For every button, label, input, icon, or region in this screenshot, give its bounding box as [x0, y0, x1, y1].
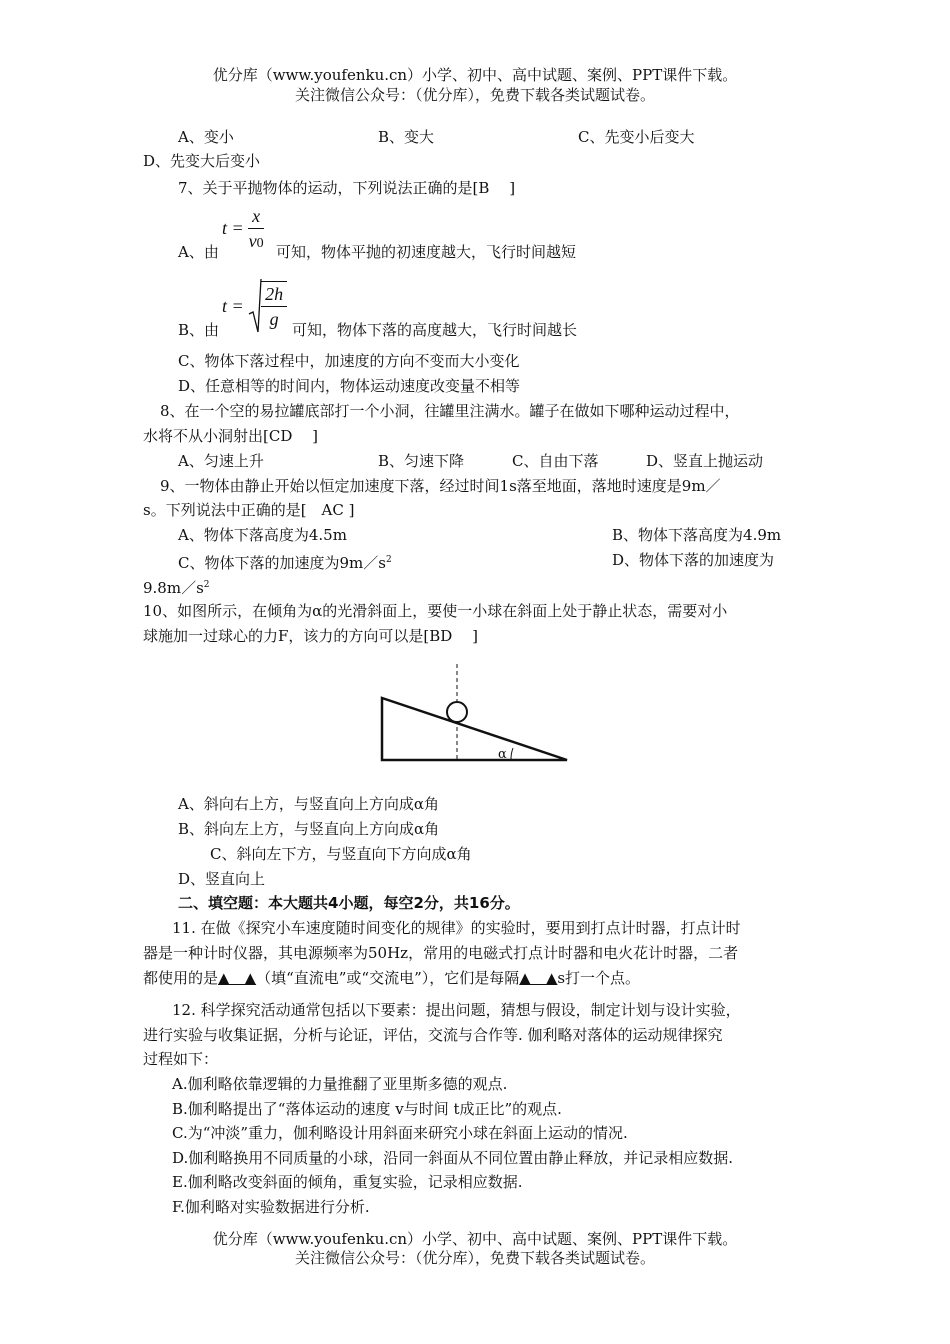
q6-option-d: D、先变大后变小	[143, 152, 261, 170]
footer-line-2: 关注微信公众号：（优分库），免费下载各类试题试卷。	[294, 1249, 655, 1267]
incline-diagram	[370, 660, 580, 770]
q8-stem-2: 水将不从小洞射出[CD ]	[143, 427, 318, 445]
q7-option-b-prefix: B、由	[178, 321, 220, 339]
q8-option-c: C、自由下落	[512, 452, 599, 470]
formula-b-fraction	[261, 281, 287, 331]
q9-option-d-cont-text: 9.8m／s	[143, 579, 204, 597]
q11-blank-1: ▲ ▲	[218, 969, 257, 987]
q7-formula-b	[222, 278, 287, 334]
q9-stem-2: s。下列说法中正确的是[ AC ]	[143, 501, 355, 519]
q11-line-3-a: 都使用的是	[143, 969, 219, 987]
formula-b-lhs: t =	[222, 296, 244, 316]
q12-item-c: C.为“冲淡”重力，伽利略设计用斜面来研究小球在斜面上运动的情况.	[172, 1124, 628, 1142]
q9-option-d-sup: 2	[203, 580, 210, 590]
incline-triangle	[382, 698, 567, 760]
angle-arc	[511, 748, 513, 760]
q12-line-2: 进行实验与收集证据，分析与论证，评估，交流与合作等. 伽利略对落体的运动规律探究	[143, 1026, 723, 1044]
q6-option-b: B、变大	[378, 128, 435, 146]
q12-item-b: B.伽利略提出了“落体运动的速度 v与时间 t成正比”的观点.	[172, 1100, 562, 1118]
footer-line-1: 优分库（www.youfenku.cn）小学、初中、高中试题、案例、PPT课件下载。	[212, 1230, 738, 1248]
section-2-title: 二、填空题：本大题共4小题，每空2分，共16分。	[178, 894, 520, 912]
formula-a-lhs: t =	[222, 218, 244, 239]
q7-formula-a	[222, 204, 264, 256]
q11-line-1: 11. 在做《探究小车速度随时间变化的规律》的实验时，要用到打点计时器，打点计时	[172, 919, 741, 937]
q8-option-a: A、匀速上升	[178, 452, 264, 470]
formula-b-numerator: 2h	[261, 282, 287, 307]
q6-option-c: C、先变小后变大	[578, 128, 695, 146]
q11-blank-2: ▲ ▲	[519, 969, 558, 987]
q11-line-3-b: （填“直流电”或“交流电”），它们是每隔	[256, 969, 520, 987]
q12-item-e: E.伽利略改变斜面的倾角，重复实验，记录相应数据.	[172, 1173, 523, 1191]
q12-line-1: 12. 科学探究活动通常包括以下要素：提出问题，猜想与假设，制定计划与设计实验，	[172, 1001, 741, 1019]
q11-line-3	[143, 968, 640, 988]
q7-option-a-prefix: A、由	[178, 243, 219, 261]
q7-option-a-text: 可知，物体平抛的初速度越大，飞行时间越短	[276, 243, 577, 261]
q9-stem-1: 9、一物体由静止开始以恒定加速度下落，经过时间1s落至地面，落地时速度是9m／	[160, 477, 721, 495]
q12-item-f: F.伽利略对实验数据进行分析.	[172, 1198, 370, 1216]
angle-label: α	[498, 747, 507, 762]
q12-item-a: A.伽利略依靠逻辑的力量推翻了亚里斯多德的观点.	[172, 1075, 508, 1093]
q10-stem-2: 球施加一过球心的力F，该力的方向可以是[BD ]	[143, 627, 478, 645]
formula-a-den-sub: 0	[256, 236, 264, 251]
header-line-1: 优分库（www.youfenku.cn）小学、初中、高中试题、案例、PPT课件下载。	[212, 66, 738, 84]
q11-line-3-c: s打一个点。	[557, 969, 641, 987]
formula-a-fraction	[248, 204, 264, 256]
q8-option-d: D、竖直上抛运动	[646, 452, 764, 470]
q7-stem: 7、关于平抛物体的运动，下列说法正确的是[B ]	[178, 179, 516, 197]
q9-option-c-sup: 2	[385, 555, 392, 565]
q10-option-a: A、斜向右上方，与竖直向上方向成α角	[178, 795, 439, 813]
formula-a-denominator	[248, 229, 264, 256]
q9-option-b: B、物体下落高度为4.9m	[612, 526, 782, 544]
q9-option-d: D、物体下落的加速度为	[612, 551, 775, 569]
formula-a-den-var: v	[248, 231, 257, 251]
q9-option-c-text: C、物体下落的加速度为9m／s	[178, 554, 386, 572]
q9-option-d-cont	[143, 575, 210, 598]
q7-option-d: D、任意相等的时间内，物体运动速度改变量不相等	[178, 377, 521, 395]
q12-item-d: D.伽利略换用不同质量的小球，沿同一斜面从不同位置由静止释放，并记录相应数据.	[172, 1149, 734, 1167]
q10-option-c: C、斜向左下方，与竖直向下方向成α角	[210, 845, 472, 863]
q9-option-a: A、物体下落高度为4.5m	[178, 526, 347, 544]
q11-line-2: 器是一种计时仪器，其电源频率为50Hz，常用的电磁式打点计时器和电火花计时器，二者	[143, 944, 739, 962]
q10-stem-1: 10、如图所示，在倾角为α的光滑斜面上，要使一小球在斜面上处于静止状态，需要对小	[143, 602, 728, 620]
formula-b-denominator: g	[269, 309, 279, 329]
formula-a-numerator: x	[248, 204, 264, 229]
q8-stem-1: 8、在一个空的易拉罐底部打一个小洞，往罐里注满水。罐子在做如下哪种运动过程中，	[160, 402, 740, 420]
q10-option-d: D、竖直向上	[178, 870, 266, 888]
q7-option-c: C、物体下落过程中，加速度的方向不变而大小变化	[178, 352, 520, 370]
q8-option-b: B、匀速下降	[378, 452, 465, 470]
ball-circle	[447, 702, 467, 722]
q9-option-c	[178, 550, 392, 573]
sqrt-sign-icon	[248, 278, 262, 334]
q12-line-3: 过程如下：	[143, 1050, 219, 1068]
header-line-2: 关注微信公众号：（优分库），免费下载各类试题试卷。	[294, 86, 655, 104]
q7-option-b-text: 可知，物体下落的高度越大，飞行时间越长	[292, 321, 578, 339]
q10-option-b: B、斜向左上方，与竖直向上方向成α角	[178, 820, 440, 838]
q6-option-a: A、变小	[178, 128, 234, 146]
